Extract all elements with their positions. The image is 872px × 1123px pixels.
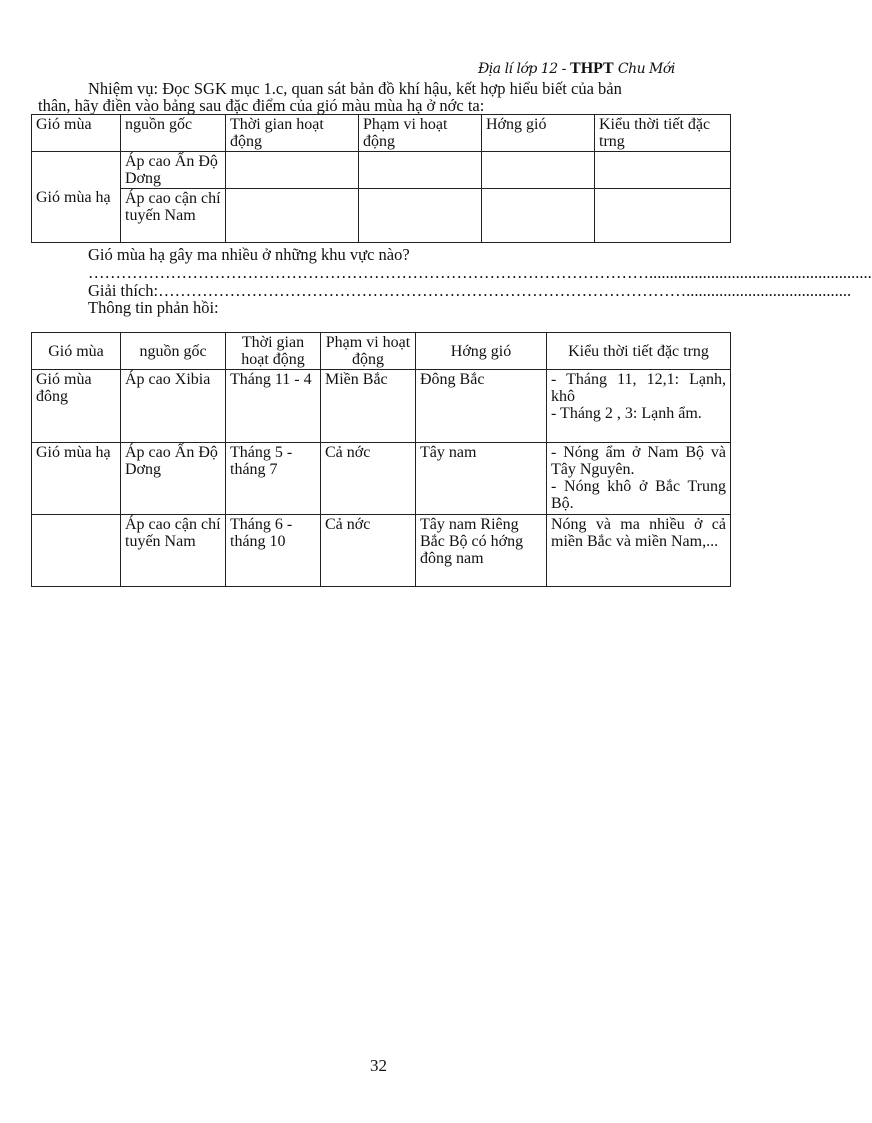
gio-mua-cell: Gió mùa đông [32, 370, 121, 443]
col-header: Hớng gió [482, 115, 595, 152]
kieu-thoi-tiet-line: - Nóng ẩm ở Nam Bộ và Tây Nguyên. [551, 444, 726, 478]
blank-cell[interactable] [595, 152, 731, 189]
question-2: Giải thích:……………………………………………………………………………………........................................ [88, 281, 852, 300]
blank-cell[interactable] [226, 152, 359, 189]
col-header: Thời gian hoạt động [226, 333, 321, 370]
gio-mua-cell [32, 515, 121, 587]
kieu-thoi-tiet-line: - Tháng 11, 12,1: Lạnh, khô [551, 371, 726, 405]
header-script-text: Địa lí lớp 12 - [478, 61, 566, 77]
col-header: Thời gian hoạt động [226, 115, 359, 152]
thoi-gian-cell: Tháng 6 - tháng 10 [226, 515, 321, 587]
answer-dots-1: …………………………………………………………………………………………...................................................... [88, 263, 872, 282]
gio-mua-cell: Gió mùa hạ [32, 443, 121, 515]
table-row [32, 370, 731, 443]
col-header: Gió mùa [32, 115, 121, 152]
pham-vi-cell: Cả nớc [321, 515, 416, 587]
nguon-goc-cell: Áp cao cận chí tuyến Nam [121, 515, 226, 587]
kieu-thoi-tiet-cell [547, 370, 731, 443]
header-school: THPT [570, 60, 614, 77]
origin-cell: Áp cao cận chí tuyến Nam [121, 189, 226, 243]
pham-vi-cell: Miền Bắc [321, 370, 416, 443]
col-header: Kiểu thời tiết đặc trng [595, 115, 731, 152]
huong-gio-cell: Tây nam [416, 443, 547, 515]
blank-cell[interactable] [226, 189, 359, 243]
blank-cell[interactable] [482, 152, 595, 189]
col-header: Phạm vi hoạt động [359, 115, 482, 152]
kieu-thoi-tiet-line: - Nóng khô ở Bắc Trung Bộ. [551, 478, 726, 512]
nguon-goc-cell: Áp cao Ấn Độ Dơng [121, 443, 226, 515]
thoi-gian-cell: Tháng 5 - tháng 7 [226, 443, 321, 515]
col-header: Hớng gió [416, 333, 547, 370]
feedback-table [31, 332, 731, 587]
huong-gio-cell: Đông Bắc [416, 370, 547, 443]
col-header: nguồn gốc [121, 333, 226, 370]
worksheet-row [32, 189, 731, 243]
kieu-thoi-tiet-cell [547, 515, 731, 587]
col-header: Phạm vi hoạt động [321, 333, 416, 370]
blank-cell[interactable] [595, 189, 731, 243]
header-script-tail: Chu Mới [617, 61, 675, 77]
worksheet-header-row [32, 115, 731, 152]
task-line-2: thân, hãy điền vào bảng sau đặc điểm của gió màu mùa hạ ở nớc ta: [38, 96, 485, 115]
thoi-gian-cell: Tháng 11 - 4 [226, 370, 321, 443]
task-line-1: Nhiệm vụ: Đọc SGK mục 1.c, quan sát bản đồ khí hậu, kết hợp hiểu biết của bản [88, 79, 622, 98]
question-1: Gió mùa hạ gây ma nhiều ở những khu vực nào? [88, 245, 410, 264]
kieu-thoi-tiet-line: - Tháng 2 , 3: Lạnh ẩm. [551, 405, 702, 422]
row-label: Gió mùa hạ [32, 152, 121, 243]
feedback-header-row [32, 333, 731, 370]
feedback-label: Thông tin phản hồi: [88, 298, 219, 317]
col-header: nguồn gốc [121, 115, 226, 152]
col-header: Gió mùa [32, 333, 121, 370]
table-row [32, 515, 731, 587]
page-header [478, 58, 675, 78]
origin-cell: Áp cao Ấn Độ Dơng [121, 152, 226, 189]
worksheet-row [32, 152, 731, 189]
kieu-thoi-tiet-line: Nóng và ma nhiều ở cả miền Bắc và miền Nam,... [551, 516, 726, 550]
table-row [32, 443, 731, 515]
nguon-goc-cell: Áp cao Xibia [121, 370, 226, 443]
huong-gio-cell: Tây nam Riêng Bắc Bộ có hớng đông nam [416, 515, 547, 587]
page-number: 32 [370, 1056, 387, 1075]
blank-cell[interactable] [359, 152, 482, 189]
col-header: Kiểu thời tiết đặc trng [547, 333, 731, 370]
blank-cell[interactable] [359, 189, 482, 243]
kieu-thoi-tiet-cell [547, 443, 731, 515]
pham-vi-cell: Cả nớc [321, 443, 416, 515]
blank-cell[interactable] [482, 189, 595, 243]
worksheet-table [31, 114, 731, 243]
